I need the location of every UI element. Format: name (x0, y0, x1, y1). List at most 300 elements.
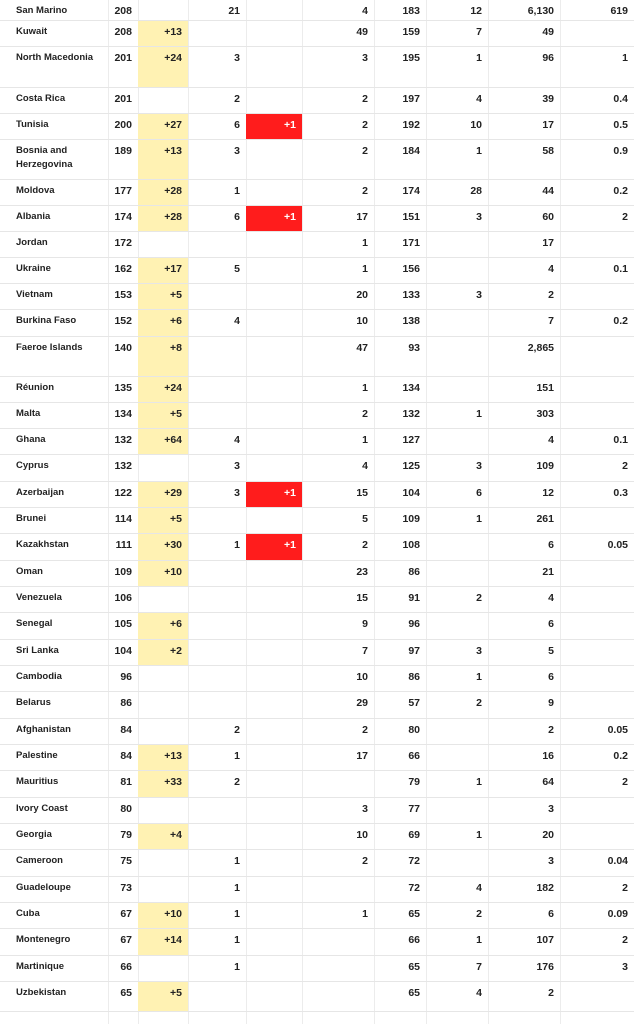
active-cases-cell (374, 140, 426, 179)
recovered-cell-text: 29 (356, 697, 368, 709)
new-deaths-cell (246, 429, 302, 454)
total-cases-cell-text: 174 (114, 211, 132, 223)
new-cases-cell (138, 482, 188, 507)
new-deaths-cell (246, 232, 302, 257)
active-cases-cell-text: 97 (408, 645, 420, 657)
table-row (0, 745, 634, 771)
table-row (0, 258, 634, 284)
deaths-per-million-cell-text: 0.05 (607, 539, 628, 551)
new-cases-cell-text: +2 (170, 645, 182, 657)
total-deaths-cell-text: 1 (234, 961, 240, 973)
total-deaths-cell-text: 1 (234, 882, 240, 894)
active-cases-cell (374, 258, 426, 283)
cases-per-million-cell-text: 2 (548, 987, 554, 999)
cases-per-million-cell (488, 140, 560, 179)
active-cases-cell-text: 159 (402, 26, 420, 38)
recovered-cell-text: 1 (362, 908, 368, 920)
country-cell (0, 956, 108, 981)
new-deaths-cell (246, 403, 302, 428)
new-deaths-cell (246, 310, 302, 336)
active-cases-cell-text: 127 (402, 434, 420, 446)
serious-critical-cell-text: 3 (476, 289, 482, 301)
table-row (0, 403, 634, 429)
total-cases-cell (108, 455, 138, 481)
country-cell (0, 21, 108, 46)
table-row (0, 798, 634, 824)
cases-per-million-cell-text: 107 (536, 934, 554, 946)
active-cases-cell-text: 72 (408, 855, 420, 867)
serious-critical-cell-text: 1 (476, 408, 482, 420)
deaths-per-million-cell (560, 88, 634, 113)
new-cases-cell (138, 206, 188, 231)
total-cases-cell-text: 104 (114, 645, 132, 657)
total-cases-cell (108, 403, 138, 428)
new-cases-cell (138, 403, 188, 428)
cases-per-million-cell (488, 482, 560, 507)
total-deaths-cell (188, 771, 246, 797)
total-deaths-cell (188, 88, 246, 113)
cases-per-million-cell-text: 5 (548, 645, 554, 657)
serious-critical-cell (426, 903, 488, 928)
active-cases-cell (374, 21, 426, 46)
total-deaths-cell-text: 2 (234, 93, 240, 105)
cases-per-million-cell-text: 2,865 (527, 342, 554, 354)
total-deaths-cell-text: 1 (234, 934, 240, 946)
new-cases-cell (138, 232, 188, 257)
table-row (0, 47, 634, 88)
country-cell (0, 114, 108, 139)
total-deaths-cell (188, 903, 246, 928)
country-cell-text: Cameroon (16, 855, 63, 866)
country-cell-text: Tunisia (16, 119, 49, 130)
active-cases-cell-text: 72 (408, 882, 420, 894)
cases-per-million-cell-text: 261 (536, 513, 554, 525)
new-cases-cell-text: +5 (170, 289, 182, 301)
recovered-cell-text: 3 (362, 52, 368, 64)
recovered-cell (302, 745, 374, 770)
recovered-cell (302, 666, 374, 691)
serious-critical-cell (426, 482, 488, 507)
total-deaths-cell-text: 2 (234, 776, 240, 788)
deaths-per-million-cell-text: 2 (622, 460, 628, 472)
country-cell-text: Mauritius (16, 776, 59, 787)
table-row (0, 232, 634, 258)
country-cell-text: Georgia (16, 829, 52, 840)
total-deaths-cell-text: 3 (234, 52, 240, 64)
recovered-cell-text: 10 (356, 671, 368, 683)
new-deaths-cell (246, 508, 302, 533)
country-cell (0, 88, 108, 113)
cases-per-million-cell-text: 44 (542, 185, 554, 197)
active-cases-cell (374, 850, 426, 876)
table-row (0, 903, 634, 929)
total-cases-cell-text: 122 (114, 487, 132, 499)
recovered-cell (302, 403, 374, 428)
serious-critical-cell-text: 1 (476, 513, 482, 525)
country-cell-text: Cambodia (16, 671, 62, 682)
serious-critical-cell (426, 429, 488, 454)
total-cases-cell (108, 310, 138, 336)
deaths-per-million-cell (560, 429, 634, 454)
active-cases-cell (374, 337, 426, 376)
deaths-per-million-cell-text: 2 (622, 776, 628, 788)
cases-per-million-cell (488, 692, 560, 718)
cases-per-million-cell (488, 232, 560, 257)
total-deaths-cell (188, 850, 246, 876)
total-cases-cell (108, 877, 138, 902)
total-deaths-cell (188, 140, 246, 179)
recovered-cell-text: 2 (362, 724, 368, 736)
recovered-cell-text: 17 (356, 211, 368, 223)
country-cell-text: Cyprus (16, 460, 49, 471)
total-cases-cell-text: 81 (120, 776, 132, 788)
total-cases-cell-text: 140 (114, 342, 132, 354)
country-cell-text: Kuwait (16, 26, 48, 37)
country-cell-text: Ivory Coast (16, 803, 68, 814)
total-deaths-cell (188, 824, 246, 849)
active-cases-cell-text: 195 (402, 52, 420, 64)
new-deaths-cell-text: +1 (284, 119, 296, 131)
active-cases-cell-text: 80 (408, 724, 420, 736)
country-cell-text: Vietnam (16, 289, 53, 300)
country-cell (0, 232, 108, 257)
new-cases-cell (138, 877, 188, 902)
total-deaths-cell (188, 666, 246, 691)
total-deaths-cell (188, 692, 246, 718)
country-cell-text: Venezuela (16, 592, 62, 603)
active-cases-cell (374, 206, 426, 231)
deaths-per-million-cell (560, 798, 634, 823)
cases-per-million-cell (488, 310, 560, 336)
deaths-per-million-cell-text: 0.9 (613, 145, 628, 157)
active-cases-cell (374, 0, 426, 20)
table-row (0, 508, 634, 534)
recovered-cell-text: 9 (362, 618, 368, 630)
cases-per-million-cell-text: 17 (542, 119, 554, 131)
country-cell-text: Guadeloupe (16, 882, 71, 893)
total-deaths-cell-text: 4 (234, 434, 240, 446)
country-cell-text: Faeroe Islands (16, 342, 83, 353)
recovered-cell (302, 613, 374, 639)
country-cell-text: Burkina Faso (16, 315, 77, 326)
new-cases-cell (138, 640, 188, 665)
new-cases-cell (138, 561, 188, 586)
active-cases-cell (374, 877, 426, 902)
active-cases-cell-text: 192 (402, 119, 420, 131)
recovered-cell-text: 7 (362, 645, 368, 657)
new-deaths-cell (246, 455, 302, 481)
serious-critical-cell (426, 140, 488, 179)
deaths-per-million-cell (560, 719, 634, 744)
country-cell (0, 850, 108, 876)
recovered-cell-text: 20 (356, 289, 368, 301)
active-cases-cell (374, 284, 426, 309)
serious-critical-cell (426, 666, 488, 691)
active-cases-cell (374, 666, 426, 691)
cases-per-million-cell-text: 109 (536, 460, 554, 472)
new-cases-cell-text: +10 (164, 566, 182, 578)
total-deaths-cell (188, 310, 246, 336)
active-cases-cell-text: 171 (402, 237, 420, 249)
new-cases-cell-text: +28 (164, 211, 182, 223)
cases-per-million-cell (488, 508, 560, 533)
total-cases-cell (108, 719, 138, 744)
total-deaths-cell (188, 798, 246, 823)
new-deaths-cell (246, 88, 302, 113)
active-cases-cell (374, 824, 426, 849)
active-cases-cell-text: 133 (402, 289, 420, 301)
new-deaths-cell (246, 0, 302, 20)
active-cases-cell-text: 109 (402, 513, 420, 525)
total-cases-cell-text: 109 (114, 566, 132, 578)
deaths-per-million-cell (560, 613, 634, 639)
recovered-cell (302, 114, 374, 139)
recovered-cell (302, 455, 374, 481)
deaths-per-million-cell-text: 2 (622, 934, 628, 946)
cases-per-million-cell (488, 206, 560, 231)
total-cases-cell (108, 561, 138, 586)
total-deaths-cell (188, 180, 246, 205)
total-cases-cell (108, 929, 138, 955)
active-cases-cell-text: 86 (408, 671, 420, 683)
cases-per-million-cell (488, 929, 560, 955)
active-cases-cell-text: 93 (408, 342, 420, 354)
total-cases-cell-text: 105 (114, 618, 132, 630)
deaths-per-million-cell (560, 114, 634, 139)
recovered-cell-text: 2 (362, 539, 368, 551)
cases-per-million-cell (488, 824, 560, 849)
total-deaths-cell (188, 561, 246, 586)
active-cases-cell (374, 903, 426, 928)
deaths-per-million-cell (560, 21, 634, 46)
cases-per-million-cell (488, 587, 560, 612)
new-cases-cell-text: +10 (164, 908, 182, 920)
total-cases-cell-text: 96 (120, 671, 132, 683)
new-deaths-cell (246, 850, 302, 876)
total-cases-cell-text: 65 (120, 987, 132, 999)
total-deaths-cell-text: 1 (234, 908, 240, 920)
new-cases-cell-text: +24 (164, 52, 182, 64)
country-cell-text: Oman (16, 566, 43, 577)
country-cell-text: Montenegro (16, 934, 71, 945)
total-cases-cell-text: 208 (114, 26, 132, 38)
total-deaths-cell-text: 21 (228, 5, 240, 17)
total-cases-cell (108, 798, 138, 823)
serious-critical-cell (426, 337, 488, 376)
total-cases-cell-text: 132 (114, 434, 132, 446)
active-cases-cell (374, 310, 426, 336)
serious-critical-cell (426, 798, 488, 823)
recovered-cell (302, 824, 374, 849)
active-cases-cell (374, 587, 426, 612)
cases-per-million-cell-text: 96 (542, 52, 554, 64)
serious-critical-cell (426, 929, 488, 955)
recovered-cell-text: 2 (362, 185, 368, 197)
country-cell (0, 561, 108, 586)
active-cases-cell (374, 719, 426, 744)
new-deaths-cell (246, 929, 302, 955)
serious-critical-cell (426, 824, 488, 849)
deaths-per-million-cell (560, 232, 634, 257)
active-cases-cell (374, 640, 426, 665)
active-cases-cell-text: 66 (408, 934, 420, 946)
total-cases-cell-text: 134 (114, 408, 132, 420)
active-cases-cell (374, 47, 426, 87)
table-row (0, 114, 634, 140)
cases-per-million-cell (488, 666, 560, 691)
total-deaths-cell (188, 258, 246, 283)
country-cell-text: Moldova (16, 185, 55, 196)
table-row (0, 88, 634, 114)
recovered-cell-text: 15 (356, 592, 368, 604)
serious-critical-cell-text: 1 (476, 776, 482, 788)
recovered-cell (302, 47, 374, 87)
serious-critical-cell-text: 1 (476, 145, 482, 157)
serious-critical-cell (426, 534, 488, 560)
new-deaths-cell (246, 613, 302, 639)
recovered-cell (302, 798, 374, 823)
total-deaths-cell-text: 4 (234, 315, 240, 327)
serious-critical-cell-text: 2 (476, 697, 482, 709)
total-cases-cell-text: 84 (120, 750, 132, 762)
new-cases-cell (138, 310, 188, 336)
recovered-cell (302, 206, 374, 231)
new-cases-cell (138, 771, 188, 797)
deaths-per-million-cell (560, 771, 634, 797)
table-row (0, 180, 634, 206)
new-cases-cell-text: +5 (170, 987, 182, 999)
table-row (0, 929, 634, 956)
new-cases-cell-text: +33 (164, 776, 182, 788)
total-cases-cell (108, 613, 138, 639)
deaths-per-million-cell (560, 903, 634, 928)
country-cell-text: Ukraine (16, 263, 51, 274)
cases-per-million-cell (488, 850, 560, 876)
total-deaths-cell (188, 877, 246, 902)
serious-critical-cell-text: 10 (470, 119, 482, 131)
cases-per-million-cell (488, 47, 560, 87)
deaths-per-million-cell-text: 0.5 (613, 119, 628, 131)
new-cases-cell (138, 982, 188, 1011)
new-cases-cell-text: +14 (164, 934, 182, 946)
new-cases-cell (138, 587, 188, 612)
recovered-cell (302, 258, 374, 283)
new-cases-cell-text: +13 (164, 145, 182, 157)
cases-per-million-cell-text: 20 (542, 829, 554, 841)
table-row (0, 482, 634, 508)
total-deaths-cell (188, 640, 246, 665)
active-cases-cell (374, 745, 426, 770)
total-cases-cell-text: 114 (115, 513, 132, 525)
deaths-per-million-cell-text: 0.05 (607, 724, 628, 736)
serious-critical-cell (426, 877, 488, 902)
deaths-per-million-cell (560, 929, 634, 955)
recovered-cell-text: 17 (356, 750, 368, 762)
country-cell (0, 284, 108, 309)
deaths-per-million-cell (560, 140, 634, 179)
total-cases-cell (108, 337, 138, 376)
active-cases-cell (374, 982, 426, 1011)
deaths-per-million-cell-text: 1 (622, 52, 628, 64)
recovered-cell (302, 850, 374, 876)
serious-critical-cell (426, 284, 488, 309)
active-cases-cell (374, 114, 426, 139)
new-cases-cell (138, 88, 188, 113)
table-row (0, 771, 634, 798)
serious-critical-cell (426, 771, 488, 797)
deaths-per-million-cell (560, 587, 634, 612)
active-cases-cell (374, 403, 426, 428)
table-row (0, 561, 634, 587)
serious-critical-cell-text: 2 (476, 908, 482, 920)
cases-per-million-cell (488, 719, 560, 744)
country-cell (0, 824, 108, 849)
cases-per-million-cell-text: 6 (548, 618, 554, 630)
deaths-per-million-cell (560, 640, 634, 665)
recovered-cell (302, 561, 374, 586)
table-row (0, 666, 634, 692)
new-cases-cell-text: +27 (164, 119, 182, 131)
cases-per-million-cell-text: 2 (548, 724, 554, 736)
new-cases-cell-text: +13 (164, 750, 182, 762)
active-cases-cell-text: 96 (408, 618, 420, 630)
cases-per-million-cell-text: 60 (542, 211, 554, 223)
deaths-per-million-cell-text: 0.1 (613, 263, 628, 275)
new-cases-cell (138, 798, 188, 823)
new-deaths-cell (246, 640, 302, 665)
total-cases-cell (108, 903, 138, 928)
new-deaths-cell (246, 719, 302, 744)
total-deaths-cell (188, 114, 246, 139)
total-cases-cell (108, 284, 138, 309)
total-cases-cell (108, 258, 138, 283)
total-cases-cell (108, 956, 138, 981)
serious-critical-cell-text: 3 (476, 460, 482, 472)
country-cell-text: Uzbekistan (16, 987, 67, 998)
new-deaths-cell (246, 377, 302, 402)
active-cases-cell-text: 183 (402, 5, 420, 17)
total-cases-cell (108, 587, 138, 612)
recovered-cell (302, 140, 374, 179)
country-cell-text: Albania (16, 211, 51, 222)
deaths-per-million-cell (560, 377, 634, 402)
country-cell (0, 666, 108, 691)
new-cases-cell-text: +28 (164, 185, 182, 197)
country-cell (0, 929, 108, 955)
active-cases-cell (374, 180, 426, 205)
new-deaths-cell (246, 258, 302, 283)
total-deaths-cell-text: 6 (234, 211, 240, 223)
table-row (0, 310, 634, 337)
serious-critical-cell (426, 613, 488, 639)
cases-per-million-cell-text: 6 (548, 539, 554, 551)
cases-per-million-cell-text: 182 (536, 882, 554, 894)
active-cases-cell-text: 151 (402, 211, 420, 223)
recovered-cell (302, 877, 374, 902)
serious-critical-cell (426, 232, 488, 257)
active-cases-cell (374, 798, 426, 823)
total-deaths-cell (188, 508, 246, 533)
active-cases-cell-text: 156 (402, 263, 420, 275)
new-deaths-cell (246, 771, 302, 797)
country-cell (0, 258, 108, 283)
new-deaths-cell (246, 666, 302, 691)
table-row (0, 0, 634, 21)
recovered-cell (302, 692, 374, 718)
active-cases-cell-text: 77 (408, 803, 420, 815)
new-deaths-cell (246, 956, 302, 981)
total-cases-cell (108, 692, 138, 718)
